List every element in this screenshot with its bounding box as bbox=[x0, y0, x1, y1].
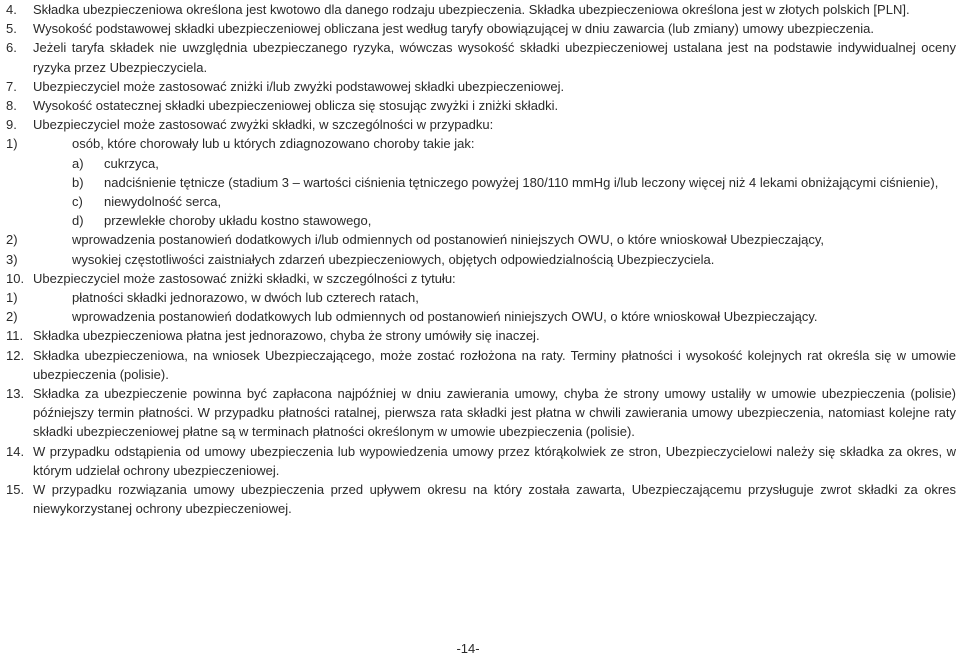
letter-item-marker: a) bbox=[72, 155, 84, 171]
list-item bbox=[6, 384, 956, 442]
item-number: 4. bbox=[6, 2, 17, 17]
item-number: 5. bbox=[6, 21, 17, 37]
item-text: Wysokość ostatecznej składki ubezpieczeniowej oblicza się stosując zwyżki i zniżki składki. bbox=[33, 98, 559, 114]
sub-list-item bbox=[6, 250, 956, 269]
item-text: Jeżeli taryfa składek nie uwzględnia ubezpieczanego ryzyka, wówczas wysokość składki ubezpieczeniowej ustalana jest na podstawie indywidualnej oceny ryzyka przez Ubezpieczyciela. bbox=[33, 40, 956, 75]
letter-list-item bbox=[6, 211, 956, 230]
letter-item-marker: b) bbox=[72, 174, 84, 190]
sub-list-item bbox=[6, 230, 956, 249]
item-number: 13. bbox=[6, 386, 25, 402]
item-number: 15. bbox=[6, 482, 25, 498]
sub-item-number: 2) bbox=[6, 309, 18, 325]
page-number: -14- bbox=[456, 641, 480, 656]
letter-list-item bbox=[6, 192, 956, 211]
sub-item-text: wprowadzenia postanowień dodatkowych lub odmiennych od postanowień niniejszych OWU, o które wnioskował Ubezpieczający. bbox=[72, 309, 818, 325]
list-item bbox=[6, 115, 956, 134]
sub-list-item bbox=[6, 307, 956, 326]
sub-list-item bbox=[6, 134, 956, 153]
sub-item-text: płatności składki jednorazowo, w dwóch lub czterech ratach, bbox=[72, 290, 419, 306]
list-item bbox=[6, 38, 956, 76]
list-item bbox=[6, 480, 956, 518]
item-number: 12. bbox=[6, 347, 25, 363]
item-text: Składka za ubezpieczenie powinna być zapłacona najpóźniej w dniu zawierania umowy, chyba że strony umowy ustaliły w umowie ubezpieczenia (polisie) późniejszy termin płatności. W przypadku płatności ratalnej, pierwsza rata składki jest płatna w chwili zawierania umowy ubezpieczenia, natomiast kolejne raty składki ubezpieczeniowej płatne są w terminach płatności określonym w umowie ubezpieczenia (polisie). bbox=[33, 386, 956, 440]
sub-item-number: 2) bbox=[6, 232, 18, 248]
sub-item-text: wysokiej częstotliwości zaistniałych zdarzeń ubezpieczeniowych, objętych odpowiedzialnością Ubezpieczyciela. bbox=[72, 251, 715, 267]
letter-list-item bbox=[6, 154, 956, 173]
document-body bbox=[6, 0, 956, 518]
item-number: 8. bbox=[6, 98, 17, 114]
item-number: 6. bbox=[6, 40, 17, 56]
list-item bbox=[6, 326, 956, 345]
letter-item-text: cukrzyca, bbox=[104, 155, 159, 171]
list-item bbox=[6, 442, 956, 480]
list-item bbox=[6, 77, 956, 96]
item-number: 7. bbox=[6, 78, 17, 94]
letter-item-marker: d) bbox=[72, 213, 84, 229]
item-text: W przypadku odstąpienia od umowy ubezpieczenia lub wypowiedzenia umowy przez którąkolwiek ze stron, Ubezpieczycielowi należy się składka za okres, w którym udzielał ochrony ubezpieczeniowej. bbox=[33, 443, 956, 478]
sub-list-item bbox=[6, 288, 956, 307]
sub-item-text: osób, które chorowały lub u których zdiagnozowano choroby takie jak: bbox=[72, 136, 475, 152]
letter-list-item bbox=[6, 173, 956, 192]
list-item bbox=[6, 96, 956, 115]
letter-item-text: przewlekłe choroby układu kostno stawowego, bbox=[104, 213, 372, 229]
list-item bbox=[6, 346, 956, 384]
item-text: Ubezpieczyciel może zastosować zwyżki składki, w szczególności w przypadku: bbox=[33, 117, 494, 133]
letter-item-marker: c) bbox=[72, 194, 83, 210]
item-text: Składka ubezpieczeniowa, na wniosek Ubezpieczającego, może zostać rozłożona na raty. Terminy płatności i wysokość kolejnych rat określa się w umowie ubezpieczenia (polisie). bbox=[33, 347, 956, 382]
item-text: Składka ubezpieczeniowa płatna jest jednorazowo, chyba że strony umówiły się inaczej. bbox=[33, 328, 540, 344]
sub-item-number: 3) bbox=[6, 251, 18, 267]
item-text: Ubezpieczyciel może zastosować zniżki i/lub zwyżki podstawowej składki ubezpieczeniowej. bbox=[33, 78, 565, 94]
letter-item-text: nadciśnienie tętnicze (stadium 3 – wartości ciśnienia tętniczego powyżej 180/110 mmHg i/lub leczony więcej niż 4 lekami obniżającymi ciśnienie), bbox=[104, 174, 939, 190]
list-item bbox=[6, 19, 956, 38]
sub-item-text: wprowadzenia postanowień dodatkowych i/lub odmiennych od postanowień niniejszych OWU, o które wnioskował Ubezpieczający, bbox=[72, 232, 824, 248]
item-text: W przypadku rozwiązania umowy ubezpieczenia przed upływem okresu na który została zawarta, Ubezpieczającemu przysługuje zwrot składki za okres niewykorzystanej ochrony ubezpieczeniowej. bbox=[33, 482, 956, 517]
letter-item-text: niewydolność serca, bbox=[104, 194, 222, 210]
item-number: 14. bbox=[6, 443, 25, 459]
item-number: 11. bbox=[6, 328, 24, 344]
item-text: Ubezpieczyciel może zastosować zniżki składki, w szczególności z tytułu: bbox=[33, 270, 456, 286]
item-text: Wysokość podstawowej składki ubezpieczeniowej obliczana jest według taryfy obowiązującej w dniu zawarcia (lub zmiany) umowy ubezpieczenia. bbox=[33, 21, 874, 37]
sub-item-number: 1) bbox=[6, 136, 18, 152]
list-item bbox=[6, 269, 956, 288]
item-number: 9. bbox=[6, 117, 17, 133]
list-item bbox=[6, 0, 956, 19]
sub-item-number: 1) bbox=[6, 290, 18, 306]
item-text: Składka ubezpieczeniowa określona jest kwotowo dla danego rodzaju ubezpieczenia. Składka ubezpieczeniowa określona jest w złotych polskich [PLN]. bbox=[33, 2, 910, 17]
item-number: 10. bbox=[6, 270, 25, 286]
